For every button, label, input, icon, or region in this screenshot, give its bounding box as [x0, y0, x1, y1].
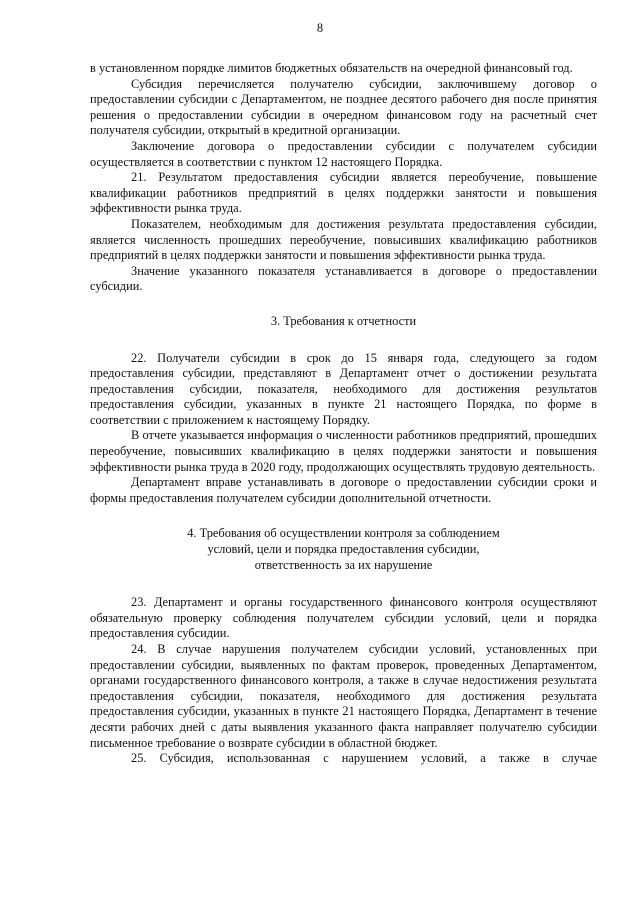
paragraph-additional-reporting: Департамент вправе устанавливать в договоре о предоставлении субсидии сроки и формы предоставления получателем субсидии дополнительной отчетности. [90, 475, 597, 505]
paragraph-clause-22: 22. Получатели субсидии в срок до 15 января года, следующего за годом предоставления субсидии, представляют в Департамент отчет о достижении результата предоставления субсидии, показателя, необходимого для достижения результатов предоставления субсидии, указанных в пункте 21 настоящего Порядка, по форме в соответствии с приложением к настоящему Порядку. [90, 350, 597, 427]
page-number: 8 [316, 21, 324, 35]
section-4-heading-line-1: 4. Требования об осуществлении контроля за соблюдением [187, 526, 500, 541]
paragraph-indicator-value: Значение указанного показателя устанавливается в договоре о предоставлении субсидии. [90, 263, 597, 294]
paragraph-contract-conclusion: Заключение договора о предоставлении субсидии с получателем субсидии осуществляется в соответствии с пунктом 12 настоящего Порядка. [90, 138, 597, 169]
paragraph-clause-23: 23. Департамент и органы государственного финансового контроля осуществляют обязательную проверку соблюдения получателем субсидии условий, цели и порядка предоставления субсидии. [90, 595, 597, 641]
section-4-heading-line-3: ответственность за их нарушение [254, 557, 433, 572]
section-4-heading-line-2: условий, цели и порядка предоставления субсидии, [207, 542, 480, 557]
document-body [90, 61, 597, 767]
paragraph-indicator: Показателем, необходимым для достижения результата предоставления субсидии, является численность прошедших переобучение, повысивших квалификацию работников предприятий в целях поддержки занятости и повышения эффективности рынка труда. [90, 216, 597, 263]
section-4-heading [90, 526, 597, 573]
paragraph-clause-24: 24. В случае нарушения получателем субсидии условий, установленных при предоставлении субсидии, выявленных по фактам проверок, проведенных Департаментом, органами государственного финансового контроля, а также в случае недостижения результата предоставления субсидии, показателя, необходимого для достижения результата предоставления субсидии, указанных в пункте 21 настоящего Порядка, Департамент в течение десяти рабочих дней с даты выявления указанного факта направляет получателю субсидии письменное требование о возврате субсидии в областной бюджет. [90, 642, 597, 750]
paragraph-continuation: в установленном порядке лимитов бюджетных обязательств на очередной финансовый год. [90, 61, 573, 75]
paragraph-report-content: В отчете указывается информация о численности работников предприятий, прошедших переобучение, повысивших квалификацию в целях поддержки занятости и повышения эффективности рынка труда в 2020 году, продолжающих осуществлять трудовую деятельность. [90, 428, 597, 474]
paragraph-subsidy-transfer: Субсидия перечисляется получателю субсидии, заключившему договор о предоставлении субсидии с Департаментом, не позднее десятого рабочего дня после принятия решения о предоставлении субсидии в очередном финансовом году на расчетный счет получателя субсидии, открытый в кредитной организации. [90, 76, 597, 138]
section-3-heading: 3. Требования к отчетности [270, 313, 417, 328]
paragraph-clause-25: 25. Субсидия, использованная с нарушением условий, а также в случае [131, 751, 597, 766]
paragraph-clause-21: 21. Результатом предоставления субсидии является переобучение, повышение квалификации работников предприятий в целях поддержки занятости и повышения эффективности рынка труда. [90, 170, 597, 216]
